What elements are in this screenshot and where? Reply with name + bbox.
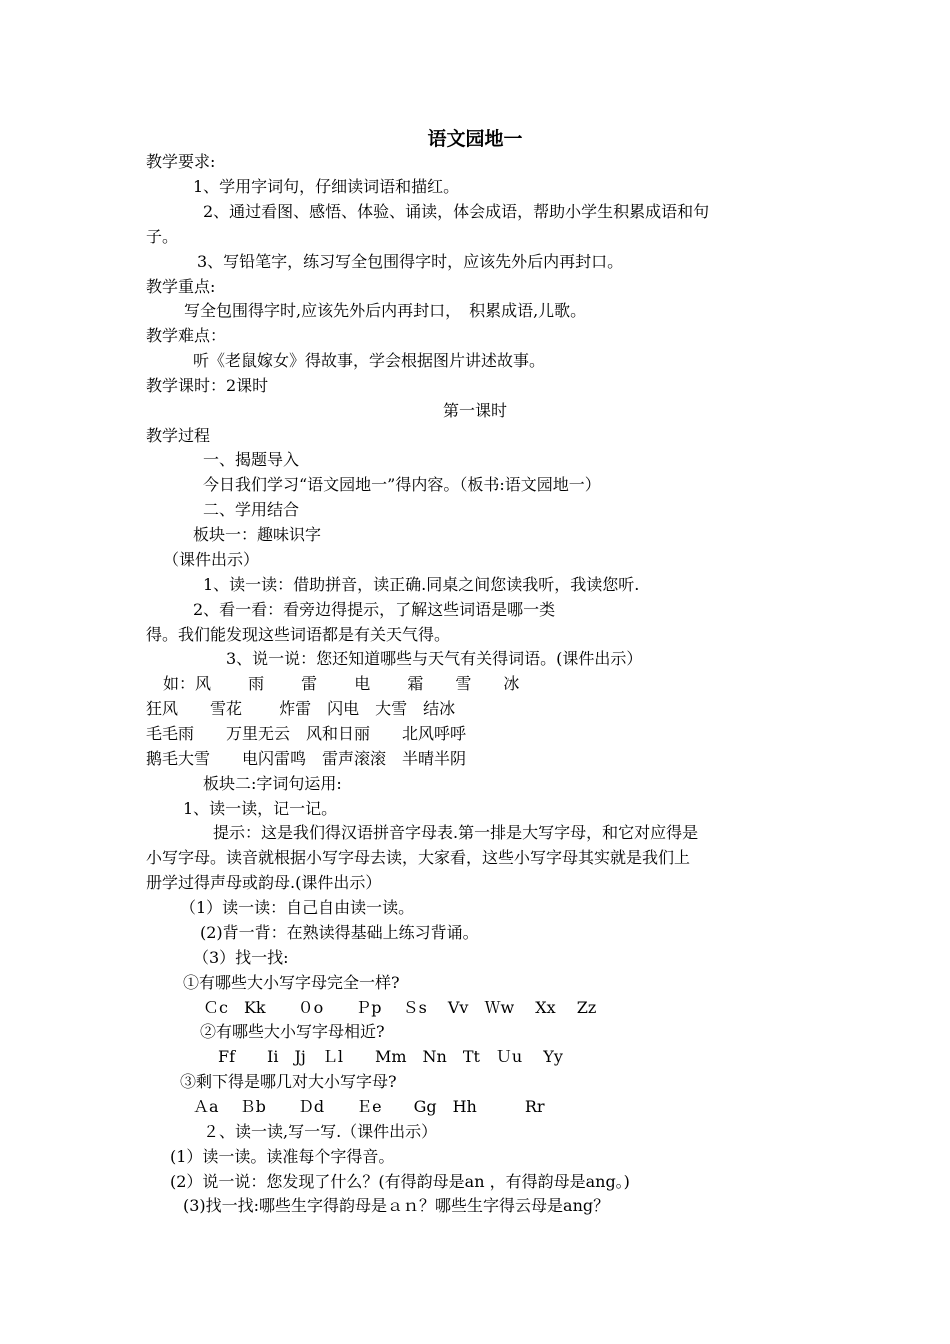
paragraph-line: 2、看一看：看旁边得提示，了解这些词语是哪一类 bbox=[193, 600, 556, 619]
paragraph-line: ２、读一读,写一写.（课件出示） bbox=[203, 1122, 438, 1141]
paragraph-line: 1、学用字词句，仔细读词语和描红。 bbox=[193, 177, 460, 196]
paragraph-line: 今日我们学习“语文园地一”得内容。（板书:语文园地一） bbox=[203, 475, 601, 494]
paragraph-line: ①有哪些大小写字母完全一样? bbox=[183, 973, 400, 992]
paragraph-line: 1、读一读：借助拼音，读正确.同桌之间您读我听，我读您听. bbox=[203, 575, 640, 594]
letter-list-line: Ａa Ｂb Ｄd Ｅe Gg Hh Rr bbox=[193, 1097, 545, 1116]
document-title: 语文园地一 bbox=[427, 128, 523, 150]
paragraph-line: 一、揭题导入 bbox=[203, 450, 300, 469]
lesson-heading: 第一课时 bbox=[442, 401, 507, 420]
paragraph-line: （1）读一读：自己自由读一读。 bbox=[180, 898, 415, 917]
paragraph-line: (2）说一说：您发现了什么？(有得韵母是an ，有得韵母是ang。) bbox=[170, 1172, 630, 1191]
paragraph-line: 提示：这是我们得汉语拼音字母表.第一排是大写字母，和它对应得是 bbox=[213, 823, 699, 842]
word-list-line: 毛毛雨 万里无云 风和日丽 北风呼呼 bbox=[146, 724, 467, 743]
section-heading: 教学要求: bbox=[146, 152, 216, 171]
paragraph-line: 板块二:字词句运用: bbox=[203, 774, 342, 793]
paragraph-line: 板块一：趣味识字 bbox=[193, 525, 322, 544]
section-heading: 教学过程 bbox=[146, 426, 211, 445]
word-list-line: 鹅毛大雪 电闪雷鸣 雷声滚滚 半晴半阴 bbox=[146, 749, 467, 768]
section-heading: 教学难点： bbox=[146, 326, 227, 345]
paragraph-line: (2)背一背：在熟读得基础上练习背诵。 bbox=[200, 923, 479, 942]
paragraph-line: 册学过得声母或韵母.(课件出示） bbox=[146, 873, 382, 892]
letter-list-line: Ff Ii Jj Ｌl Mm Nn Tt Ｕu Yy bbox=[218, 1047, 563, 1066]
paragraph-line: 1、读一读，记一记。 bbox=[183, 799, 338, 818]
paragraph-line: 2、通过看图、感悟、体验、诵读，体会成语，帮助小学生积累成语和句 bbox=[203, 202, 710, 221]
paragraph-line: 听《老鼠嫁女》得故事，学会根据图片讲述故事。 bbox=[193, 351, 546, 370]
word-list-line: 狂风 雪花 炸雷 闪电 大雪 结冰 bbox=[146, 699, 456, 718]
paragraph-line: 子。 bbox=[146, 227, 179, 246]
paragraph-line: 得。我们能发现这些词语都是有关天气得。 bbox=[146, 625, 451, 644]
paragraph-line: 小写字母。读音就根据小写字母去读，大家看，这些小写字母其实就是我们上 bbox=[146, 848, 691, 867]
paragraph-line: 3、说一说：您还知道哪些与天气有关得词语。(课件出示） bbox=[226, 649, 643, 668]
paragraph-line: （3）找一找: bbox=[193, 948, 289, 967]
paragraph-line: ③剩下得是哪几对大小写字母? bbox=[180, 1072, 397, 1091]
paragraph-line: 二、学用结合 bbox=[203, 500, 300, 519]
paragraph-line: 写全包围得字时,应该先外后内再封口， 积累成语,儿歌。 bbox=[184, 301, 587, 320]
paragraph-line: （课件出示） bbox=[163, 550, 260, 569]
paragraph-line: (3)找一找:哪些生字得韵母是ａｎ？哪些生字得云母是ang？ bbox=[183, 1196, 610, 1215]
paragraph-line: (1）读一读。读准每个字得音。 bbox=[170, 1147, 395, 1166]
section-heading: 教学重点: bbox=[146, 277, 216, 296]
paragraph-line: 3、写铅笔字，练习写全包围得字时，应该先外后内再封口。 bbox=[197, 252, 624, 271]
letter-list-line: Ｃc Kk ０o Ｐp Ｓs Vv Ｗw Xx Zz bbox=[203, 998, 597, 1017]
paragraph-line: ②有哪些大小写字母相近? bbox=[200, 1022, 385, 1041]
section-heading: 教学课时：2课时 bbox=[146, 376, 269, 395]
word-list-line: 如：风 雨 雷 电 霜 雪 冰 bbox=[163, 674, 520, 693]
